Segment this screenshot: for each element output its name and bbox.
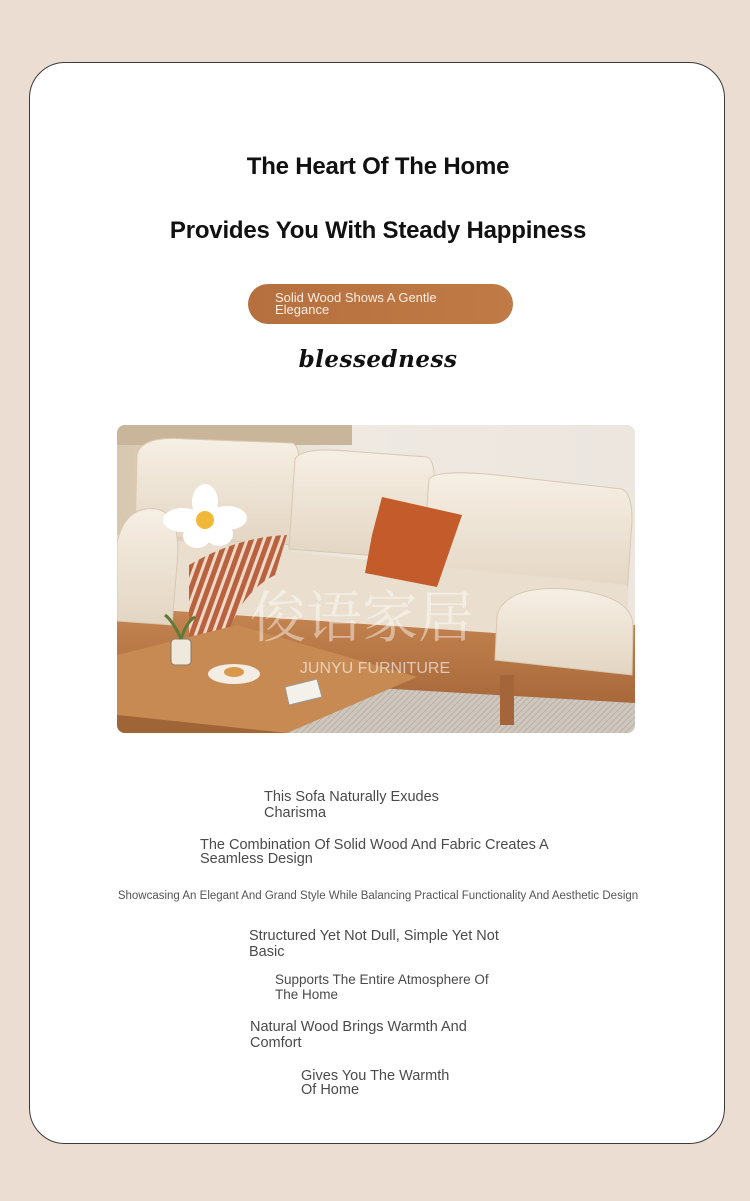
- pill-label-line2: Elegance: [275, 302, 330, 317]
- watermark-en: JUNYU FURNITURE: [299, 660, 451, 677]
- headline-line1: The Heart Of The Home: [246, 153, 510, 180]
- copy-line6: Natural Wood Brings Warmth And Comfort: [250, 1019, 467, 1051]
- copy-line5: Supports The Entire Atmosphere Of The Home: [275, 972, 489, 1002]
- watermark-cn: 俊语家居: [250, 586, 474, 651]
- sofa-photo: [117, 425, 635, 733]
- copy-line7: Gives You The Warmth Of Home: [301, 1068, 450, 1098]
- copy-line1: This Sofa Naturally Exudes Charisma: [264, 789, 439, 821]
- copy-line4: Structured Yet Not Dull, Simple Yet Not Basic: [249, 928, 499, 960]
- copy-line3: Showcasing An Elegant And Grand Style While Balancing Practical Functionality And Aesthetic Design: [117, 890, 639, 902]
- copy-line2: The Combination Of Solid Wood And Fabric Creates A Seamless Design: [200, 837, 548, 867]
- pill-label-line1: Solid Wood Shows A Gentle: [275, 290, 437, 305]
- content-card: [29, 62, 725, 1144]
- script-word: blessedness: [298, 346, 458, 373]
- sofa-illustration: [117, 425, 635, 733]
- headline-line2: Provides You With Steady Happiness: [169, 217, 587, 244]
- feature-pill: [248, 284, 513, 324]
